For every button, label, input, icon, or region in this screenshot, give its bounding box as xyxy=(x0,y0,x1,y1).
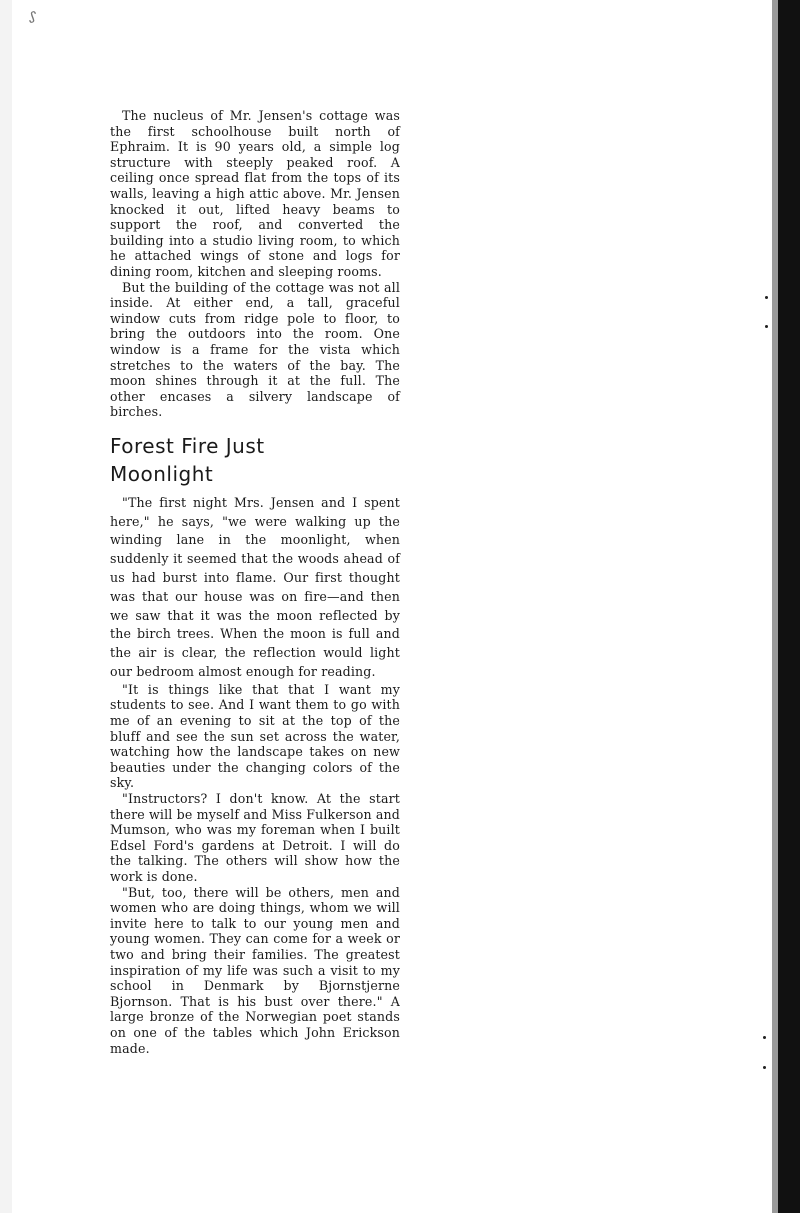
scan-right-edge xyxy=(778,0,800,1213)
article-paragraph: "It is things like that that I want my students to see. And I want them to go with me of an evening to sit at the top of the bluff and see the sun set across the water, watching how the landscape takes on new beauties under the changing colors of the sky. xyxy=(110,681,400,791)
scan-speck-icon xyxy=(763,1066,766,1069)
article-column xyxy=(110,108,400,1056)
scan-left-margin xyxy=(0,0,12,1213)
article-paragraph: "The first night Mrs. Jensen and I spent here," he says, "we were walking up the winding lane in the moonlight, when suddenly it seemed that the woods ahead of us had burst into flame. Our first thought was that our house was on fire—and then we saw that it was the moon reflected by the birch trees. When the moon is full and the air is clear, the reflection would light our bedroom almost enough for reading. xyxy=(110,494,400,680)
scan-speck-icon xyxy=(765,325,768,328)
article-paragraph: "Instructors? I don't know. At the start there will be myself and Miss Fulkerson and Mumson, who was my foreman when I built Edsel Ford's gardens at Detroit. I will do the talking. The others will show how the work is done. xyxy=(110,791,400,884)
scan-speck-icon xyxy=(763,1036,766,1039)
article-paragraph: "But, too, there will be others, men and women who are doing things, whom we will invite here to talk to our young men and young women. They can come for a week or two and bring their families. The greatest inspiration of my life was such a visit to my school in Denmark by Bjornstjerne Bjornson. That is his bust over there." A large bronze of the Norwegian poet stands on one of the tables which John Erickson made. xyxy=(110,884,400,1056)
pencil-mark-icon: ᔑ xyxy=(25,8,41,28)
article-paragraph: The nucleus of Mr. Jensen's cottage was the first schoolhouse built north of Ephraim. It is 90 years old, a simple log structure with steeply peaked roof. A ceiling once spread flat from the tops of its walls, leaving a high attic above. Mr. Jensen knocked it out, lifted heavy beams to support the roof, and converted the building into a studio living room, to which he attached wings of stone and logs for dining room, kitchen and sleeping rooms. xyxy=(110,108,400,279)
scan-speck-icon xyxy=(765,296,768,299)
subheading: Forest Fire Just Moonlight xyxy=(110,433,265,486)
article-paragraph: But the building of the cottage was not all inside. At either end, a tall, graceful window cuts from ridge pole to floor, to bring the outdoors into the room. One window is a frame for the vista which stretches to the waters of the bay. The moon shines through it at the full. The other encases a silvery landscape of birches. xyxy=(110,279,400,420)
